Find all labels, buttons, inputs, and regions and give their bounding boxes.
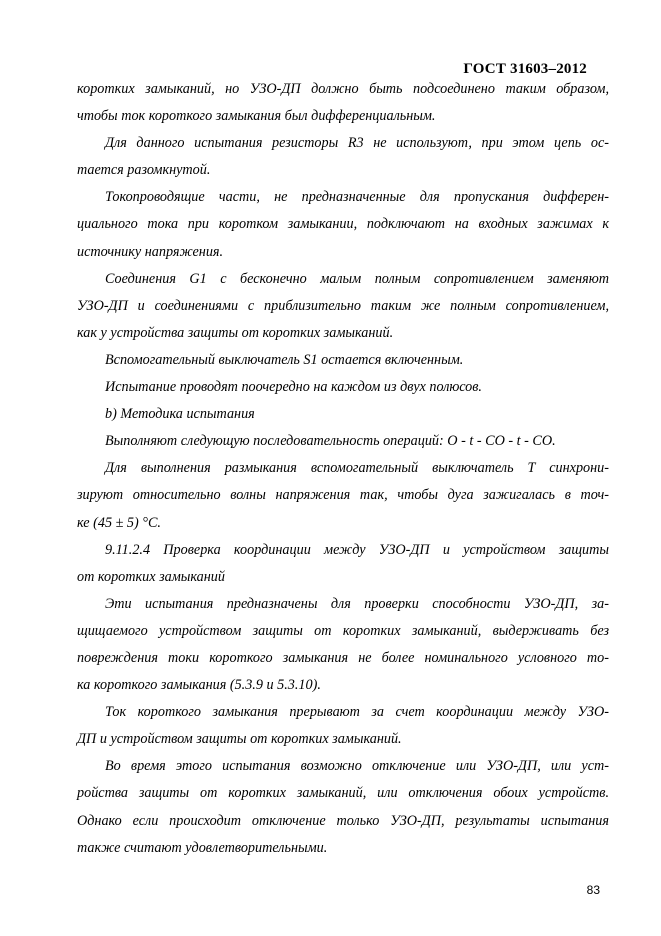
- text-line: Ток короткого замыкания прерывают за счет координации между УЗО-: [105, 704, 609, 721]
- text-line: Вспомогательный выключатель S1 остается включенным.: [105, 351, 464, 368]
- text-line: УЗО-ДП и соединениями с приблизительно таким же полным сопротивлением,: [77, 297, 609, 314]
- text-line: ДП и устройством защиты от коротких замыканий.: [77, 731, 402, 748]
- text-line: коротких замыканий, но УЗО-ДП должно быть подсоединено таким образом,: [77, 81, 609, 97]
- page-number: 83: [586, 883, 600, 897]
- text-line: Однако если происходит отключение только УЗО-ДП, результаты испытания: [77, 812, 609, 829]
- text-line: b) Методика испытания: [105, 406, 255, 423]
- text-line: ка короткого замыкания (5.3.9 и 5.3.10).: [77, 677, 321, 694]
- text-line: зируют относительно волны напряжения так, чтобы дуга зажигалась в точ-: [77, 487, 609, 504]
- text-line: циального тока при коротком замыкании, подключают на входных зажимах к: [77, 216, 609, 233]
- document-body: [77, 76, 609, 862]
- text-line: источнику напряжения.: [77, 243, 224, 260]
- text-line: ройства защиты от коротких замыканий, или отключения обоих устройств.: [77, 785, 609, 802]
- text-line: Выполняют следующую последовательность операций: O - t - CO - t - CO.: [105, 433, 556, 450]
- text-line: Для выполнения размыкания вспомогательный выключатель T синхрони-: [105, 460, 609, 477]
- text-line: Соединения G1 с бесконечно малым полным сопротивлением заменяют: [105, 270, 609, 287]
- text-line: Токопроводящие части, не предназначенные для пропускания дифферен-: [105, 189, 609, 206]
- text-line: Во время этого испытания возможно отключение или УЗО-ДП, или уст-: [105, 758, 609, 775]
- text-line: 9.11.2.4 Проверка координации между УЗО-ДП и устройством защиты: [105, 541, 609, 558]
- text-line: щищаемого устройством защиты от коротких замыканий, выдерживать без: [77, 622, 609, 639]
- text-line: как у устройства защиты от коротких замыканий.: [77, 324, 394, 341]
- text-line: чтобы ток короткого замыкания был дифференциальным.: [77, 108, 436, 125]
- text-line: тается разомкнутой.: [77, 162, 211, 179]
- text-line: Для данного испытания резисторы R3 не используют, при этом цепь ос-: [105, 135, 609, 152]
- document-header-standard: ГОСТ 31603–2012: [463, 61, 587, 77]
- text-line: Испытание проводят поочередно на каждом из двух полюсов.: [105, 379, 482, 396]
- text-line: также считают удовлетворительными.: [77, 839, 328, 856]
- text-line: от коротких замыканий: [77, 568, 225, 585]
- text-line: Эти испытания предназначены для проверки способности УЗО-ДП, за-: [105, 595, 609, 612]
- text-line: повреждения токи короткого замыкания не более номинального условного то-: [77, 649, 609, 666]
- text-line: ке (45 ± 5) °С.: [77, 514, 161, 531]
